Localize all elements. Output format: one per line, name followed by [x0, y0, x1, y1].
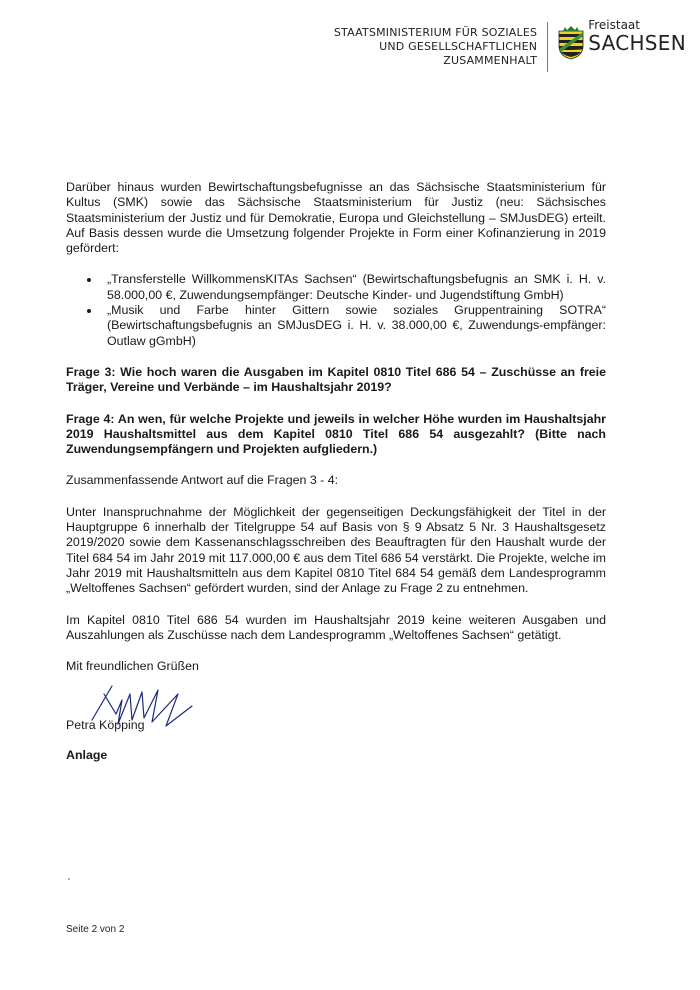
ministry-name: [334, 26, 547, 68]
ministry-line: ZUSAMMENHALT: [443, 54, 538, 67]
saxony-coat-of-arms-icon: [558, 26, 584, 60]
answer-paragraph: Im Kapitel 0810 Titel 686 54 wurden im Haushaltsjahr 2019 keine weiteren Ausgaben und Auszahlungen als Zuschüsse nach dem Landesprogramm „Weltoffenes Sachsen“ getätigt.: [66, 612, 606, 642]
state-wordmark-small: Freistaat: [588, 18, 640, 32]
scan-speck: [68, 878, 70, 880]
project-item: • „Musik und Farbe hinter Gittern sowie soziales Gruppentraining SOTRA“ (Bewirtschaftungsbefugnis an SMJusDEG i. H. v. 38.000,00 €, Zuwendungs-empfänger: Outlaw gGmbH): [101, 303, 606, 349]
header-divider: [547, 22, 548, 72]
intro-paragraph: Darüber hinaus wurden Bewirtschaftungsbefugnisse an das Sächsische Staatsministerium für Kultus (SMK) sowie das Sächsische Staatsministerium für Justiz (neu: Sächsisches Staatsministerium der Justiz und für Demokratie, Europa und Gleichstellung – SMJusDEG) erteilt. Auf Basis dessen wurde die Umsetzung folgender Projekte in Form einer Kofinanzierung in 2019 gefördert:: [66, 180, 606, 256]
question-4: Frage 4: An wen, für welche Projekte und jeweils in welcher Höhe wurden im Haushaltsjahr 2019 Haushaltsmittel aus dem Kapitel 0810 Titel 686 54 ausgezahlt? (Bitte nach Zuwendungsempfängern und Projekten aufgliedern.): [66, 411, 606, 457]
signatory-name: Petra Köpping: [66, 718, 145, 733]
letterhead: [334, 18, 686, 72]
closing-greeting: Mit freundlichen Grüßen: [66, 659, 199, 674]
project-item: • „Transferstelle WillkommensKITAs Sachsen“ (Bewirtschaftungsbefugnis an SMK i. H. v. 58.000,00 €, Zuwendungsempfänger: Deutsche Kinder- und Jugendstiftung GmbH): [101, 272, 606, 303]
answer-paragraph: Unter Inanspruchnahme der Möglichkeit der gegenseitigen Deckungsfähigkeit der Titel in der Hauptgruppe 6 innerhalb der Titelgruppe 54 auf Basis von § 9 Absatz 5 Nr. 3 Haushaltsgesetz 2019/2020 sowie dem Kassenanschlagsschreiben des Beauftragten für den Haushalt wurde der Titel 684 54 im Jahr 2019 mit 117.000,00 € aus dem Titel 686 54 verstärkt. Die Projekte, welche im Jahr 2019 mit Haushaltsmitteln aus dem Kapitel 0810 Titel 684 54 gemäß dem Landesprogramm „Weltoffenes Sachsen“ gefördert wurden, sind der Anlage zu Frage 2 zu entnehmen.: [66, 504, 606, 596]
ministry-line: STAATSMINISTERIUM FÜR SOZIALES: [333, 26, 538, 39]
state-wordmark-big: SACHSEN: [588, 31, 686, 55]
attachment-label: Anlage: [66, 748, 108, 763]
page-number: Seite 2 von 2: [66, 924, 125, 935]
state-wordmark: [588, 18, 686, 54]
answer-heading: Zusammenfassende Antwort auf die Fragen 3 - 4:: [66, 473, 339, 488]
letter-body: [66, 180, 606, 764]
signature-block: [66, 690, 606, 748]
ministry-line: UND GESELLSCHAFTLICHEN: [379, 40, 538, 53]
project-list: [66, 272, 606, 348]
question-3: Frage 3: Wie hoch waren die Ausgaben im Kapitel 0810 Titel 686 54 – Zuschüsse an freie Träger, Vereine und Verbände – im Haushaltsjahr 2019?: [66, 364, 606, 395]
